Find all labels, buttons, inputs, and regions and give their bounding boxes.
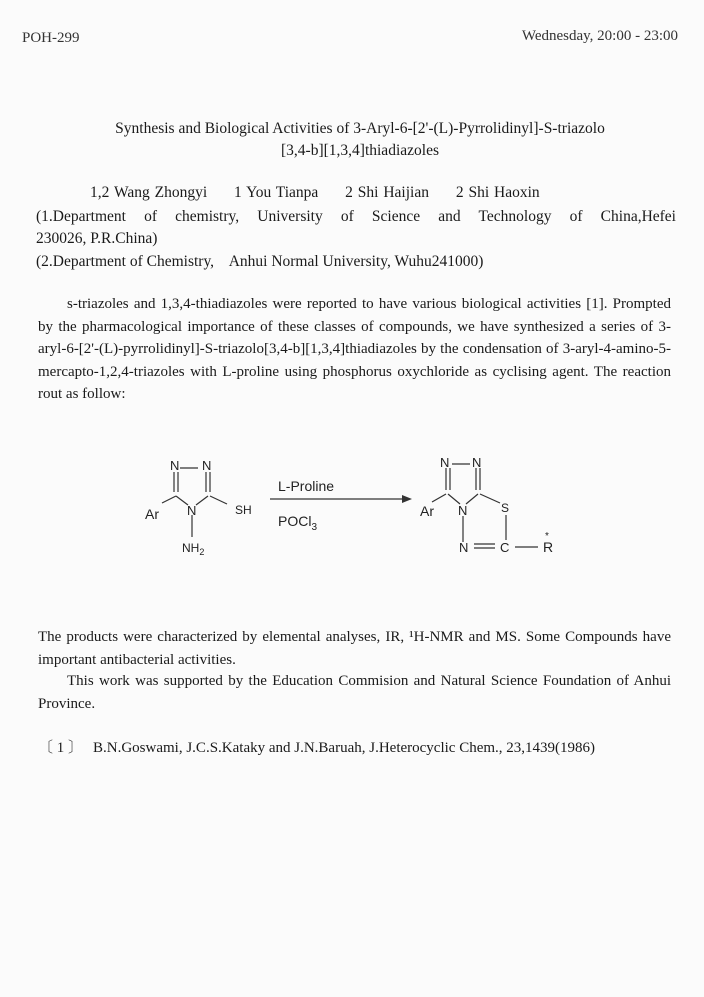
reaction-scheme	[130, 440, 580, 580]
title-line-1: Synthesis and Biological Activities of 3-Aryl-6-[2'-(L)-Pyrrolidinyl]-S-triazolo	[115, 120, 605, 137]
chiral-star: *	[545, 531, 549, 542]
reactant-nh2: $NH_2$	[182, 541, 205, 557]
reagent-pocl3: POCl$_3$	[278, 513, 318, 533]
reactant-sh: SH	[235, 503, 252, 517]
reactant-ar: Ar	[145, 506, 159, 522]
paper-title	[40, 118, 680, 162]
product-s: S	[501, 501, 510, 515]
author: 1,2 Wang Zhongyi	[90, 184, 208, 201]
affiliation-1: (1.Department of chemistry, University of Science and Technology of China,Hefei	[36, 208, 676, 225]
author: 2 Shi Haoxin	[455, 184, 540, 201]
product-c: C	[500, 540, 510, 555]
reference-text: B.N.Goswami, J.C.S.Kataky and J.N.Baruah, J.Heterocyclic Chem., 23,1439(1986)	[93, 740, 596, 756]
product-n1: N	[440, 455, 450, 470]
arrow-head-icon	[402, 495, 412, 503]
reactant-n1: N	[170, 458, 180, 473]
poster-code: POH-299	[22, 30, 80, 46]
product-r: R	[543, 539, 554, 555]
product-n2: N	[472, 455, 482, 470]
session-time: Wednesday, 20:00 - 23:00	[521, 28, 678, 44]
affiliation-2: (2.Department of Chemistry, Anhui Normal University, Wuhu241000)	[36, 253, 484, 270]
title-line-2: [3,4-b][1,3,4]thiadiazoles	[281, 142, 439, 159]
results-paragraph: The products were characterized by elemental analyses, IR, ¹H-NMR and MS. Some Compounds have important antibacterial activities.	[38, 629, 671, 668]
reference-1	[38, 737, 671, 760]
reference-marker: 〔 1 〕	[38, 740, 84, 756]
intro-paragraph: s-triazoles and 1,3,4-thiadiazoles were reported to have various biological activities [1]. Prompted by the pharmacological importance of these classes of compounds, we have synthesized a series of 3-aryl-6-[2'-(L)-pyrrolidinyl]-S-triazolo[3,4-b][1,3,4]thiadiazoles by the condensation of 3-aryl-4-amino-5-mercapto-1,2,4-triazoles with L-proline using phosphorus oxychloride as cyclising agent. The reaction rout as follow:	[38, 296, 671, 402]
product-n-bottom: N	[459, 540, 469, 555]
author: 2 Shi Haijian	[345, 184, 429, 201]
reagent-l-proline: L-Proline	[278, 478, 335, 494]
product-n4: N	[458, 503, 468, 518]
affiliation-1-cont: 230026, P.R.China)	[36, 230, 158, 247]
reactant-n2: N	[202, 458, 212, 473]
product-structure	[432, 464, 538, 548]
acknowledgement-paragraph: This work was supported by the Education Commision and Natural Science Foundation of Anhui Province.	[38, 673, 671, 712]
author-list	[90, 184, 562, 202]
product-ar: Ar	[420, 503, 434, 519]
reactant-n4: N	[187, 503, 197, 518]
author: 1 You Tianpa	[234, 184, 319, 201]
